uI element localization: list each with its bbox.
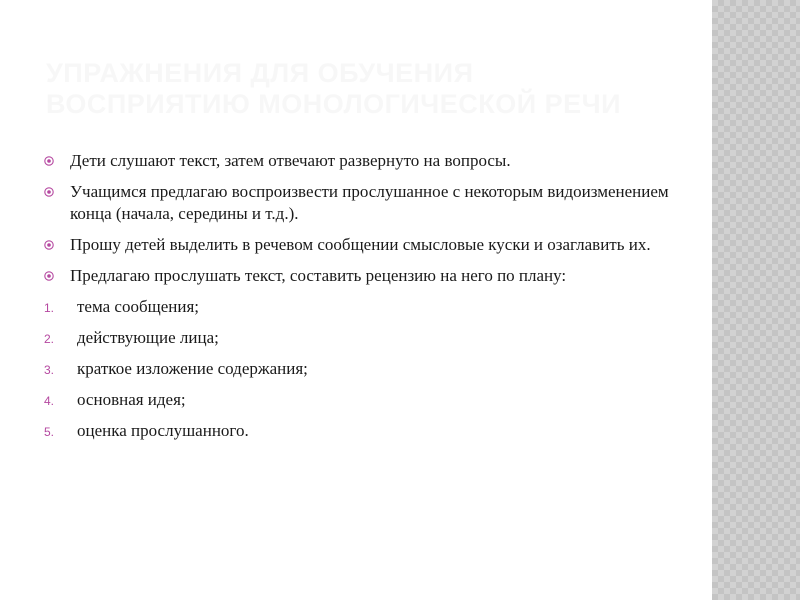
item-number: 1. <box>44 301 55 315</box>
slide-title-line-1: УПРАЖНЕНИЯ ДЛЯ ОБУЧЕНИЯ <box>46 58 474 88</box>
numbered-text: оценка прослушанного. <box>77 421 249 440</box>
item-number: 5. <box>44 425 55 439</box>
item-number: 2. <box>44 332 55 346</box>
decorative-side-panel <box>712 0 800 600</box>
item-number: 4. <box>44 394 55 408</box>
numbered-item <box>44 358 684 380</box>
numbered-text: краткое изложение содержания; <box>77 359 308 378</box>
numbered-text: тема сообщения; <box>77 297 199 316</box>
numbered-text: основная идея; <box>77 390 186 409</box>
bullet-text: Прошу детей выделить в речевом сообщении смысловые куски и озаглавить их. <box>70 235 651 254</box>
slide-content <box>44 150 684 451</box>
numbered-list <box>44 296 684 442</box>
slide-title <box>46 58 696 120</box>
numbered-text: действующие лица; <box>77 328 219 347</box>
bullet-item <box>44 150 684 172</box>
circled-dot-icon <box>44 156 54 166</box>
bullet-item <box>44 265 684 287</box>
numbered-item <box>44 296 684 318</box>
numbered-item <box>44 327 684 349</box>
numbered-item <box>44 420 684 442</box>
numbered-item <box>44 389 684 411</box>
bullet-item <box>44 234 684 256</box>
circled-dot-icon <box>44 187 54 197</box>
circled-dot-icon <box>44 271 54 281</box>
item-number: 3. <box>44 363 55 377</box>
bullet-item <box>44 181 684 225</box>
bullet-text: Учащимся предлагаю воспроизвести прослушанное с некоторым видоизменением конца (начала, середины и т.д.). <box>70 182 669 223</box>
slide-title-line-2: ВОСПРИЯТИЮ МОНОЛОГИЧЕСКОЙ РЕЧИ <box>46 89 622 119</box>
bullet-list <box>44 150 684 287</box>
circled-dot-icon <box>44 240 54 250</box>
bullet-text: Предлагаю прослушать текст, составить рецензию на него по плану: <box>70 266 567 285</box>
bullet-text: Дети слушают текст, затем отвечают развернуто на вопросы. <box>70 151 511 170</box>
